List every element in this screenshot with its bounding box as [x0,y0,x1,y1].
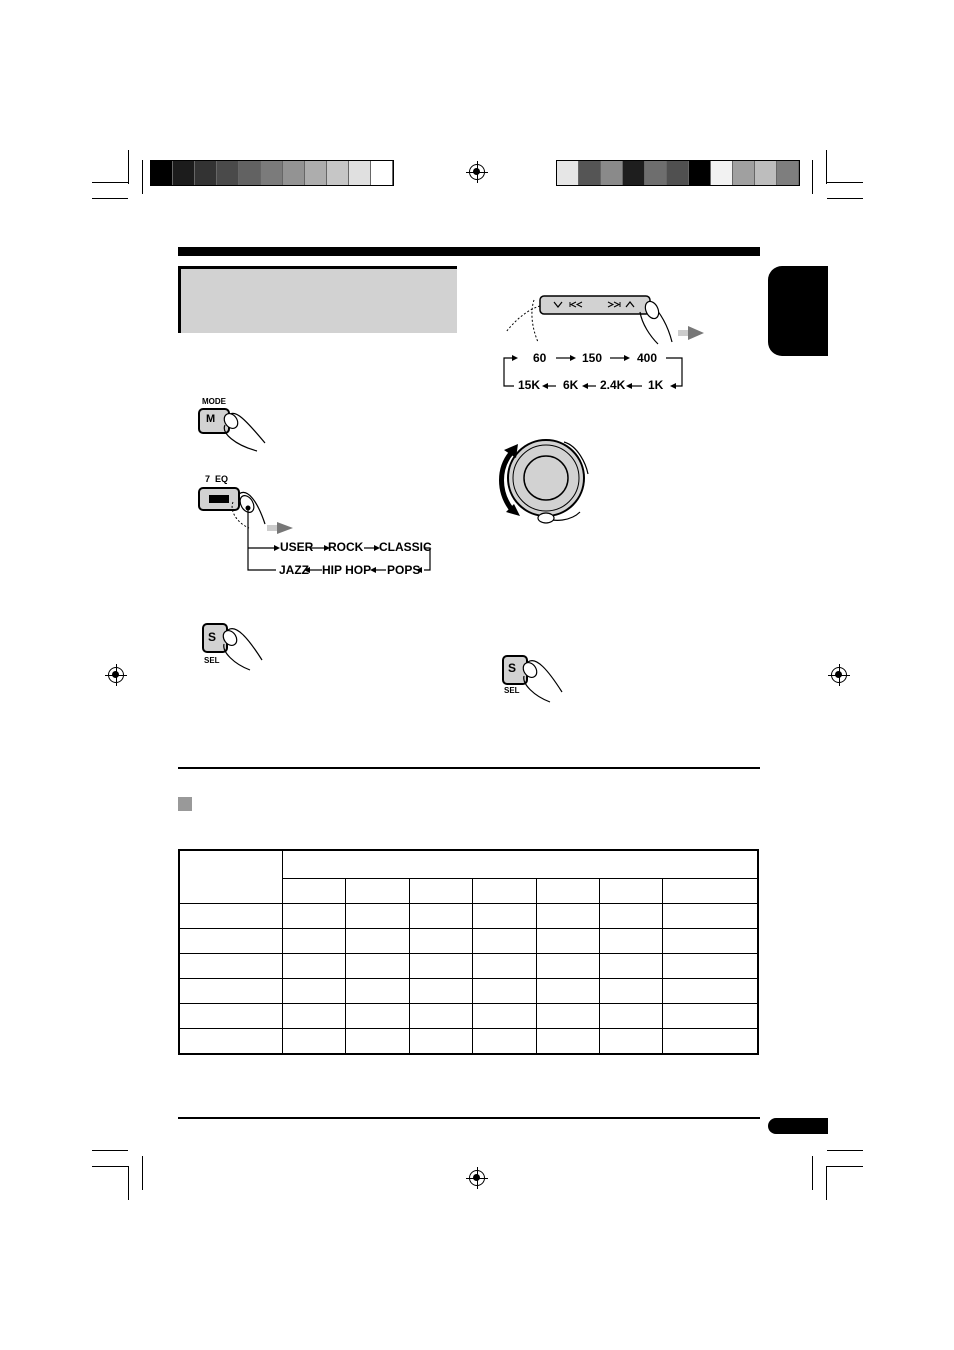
crop-mark [142,1156,143,1190]
crop-mark [92,1166,128,1167]
table-cell [473,1004,536,1029]
sel-button-press-illustration [198,620,268,675]
table-cell [409,929,472,954]
eq-mode-hiphop: HIP HOP [322,563,372,577]
table-cell [663,904,758,929]
freq-150: 150 [582,351,603,365]
table-cell [283,879,346,904]
table-cell [599,954,662,979]
table-cell [663,929,758,954]
table-cell [536,1004,599,1029]
table-cell [179,904,283,929]
table-cell [599,879,662,904]
sel-key-right: S [508,661,517,675]
freq-15k: 15K [518,378,541,392]
crop-mark [812,1156,813,1190]
table-cell [536,1029,599,1055]
freq-2-4k: 2.4K [600,378,626,392]
table-cell [346,904,409,929]
table-cell [409,954,472,979]
table-cell [473,879,536,904]
table-cell [283,1004,346,1029]
table-row [179,979,758,1004]
table-cell [346,879,409,904]
table-cell [536,929,599,954]
crop-mark [826,150,827,184]
table-cell [473,1029,536,1055]
table-cell [536,979,599,1004]
header-rule [178,247,760,256]
table-row [179,904,758,929]
crop-mark [92,198,128,199]
mode-caption: MODE [202,397,226,406]
table-cell [599,929,662,954]
crop-mark [128,1166,129,1200]
crop-mark [128,150,129,184]
registration-mark-icon [469,164,485,180]
control-dial-rotate-illustration [498,434,598,530]
crop-mark [142,160,143,194]
table-cell [179,929,283,954]
registration-mark-icon [469,1170,485,1186]
eq-mode-user: USER [280,540,314,554]
table-cell [409,904,472,929]
table-cell [599,1004,662,1029]
table-cell [473,929,536,954]
eq-caption: 7 EQ [205,474,229,484]
registration-mark-icon [831,667,847,683]
freq-60: 60 [533,351,547,365]
crop-mark [812,160,813,194]
eq-mode-classic: CLASSIC [379,540,432,554]
table-cell [179,1004,283,1029]
eq-preset-table [178,849,759,1055]
table-cell [283,904,346,929]
table-header-row [179,850,758,879]
table-cell [346,1004,409,1029]
registration-mark-icon [108,667,124,683]
sel-caption-left: SEL [204,656,220,665]
crop-mark [92,1150,128,1151]
color-bar-right [556,160,800,186]
table-header-cell [283,850,759,879]
table-cell [179,979,283,1004]
table-cell [179,1029,283,1055]
table-row [179,954,758,979]
crop-mark [827,198,863,199]
table-row [179,1029,758,1055]
table-cell [663,1004,758,1029]
sel-caption-right: SEL [504,686,520,695]
table-cell [473,954,536,979]
table-cell [663,879,758,904]
table-cell [409,1004,472,1029]
table-cell [473,979,536,1004]
table-row [179,1004,758,1029]
sel-key-left: S [208,630,217,644]
crop-mark [92,182,128,183]
table-cell [409,1029,472,1055]
table-cell [599,979,662,1004]
table-cell [663,979,758,1004]
table-cell [283,1029,346,1055]
subsection-square-icon [178,797,192,811]
table-cell [346,929,409,954]
freq-1k: 1K [648,378,664,392]
section-title-box [178,266,457,333]
crop-mark [827,1166,863,1167]
language-side-tab [768,266,828,356]
section-divider [178,767,760,769]
table-cell [409,879,472,904]
table-row [179,929,758,954]
table-cell [536,879,599,904]
crop-mark [827,1150,863,1151]
table-cell [346,979,409,1004]
table-cell [663,954,758,979]
seek-button-press-illustration [500,292,710,348]
table-cell [536,904,599,929]
color-bar-left [150,160,394,186]
table-cell [283,979,346,1004]
table-cell [283,929,346,954]
table-cell [599,904,662,929]
table-cell [473,904,536,929]
eq-mode-pops: POPS [387,563,421,577]
mode-key: M [206,413,216,425]
crop-mark [827,182,863,183]
table-cell [179,954,283,979]
table-cell [346,954,409,979]
crop-mark [826,1166,827,1200]
page-number-tab [768,1118,828,1134]
footer-rule [178,1117,760,1119]
table-cell [346,1029,409,1055]
table-cell [599,1029,662,1055]
table-cell [283,954,346,979]
table-cell [409,979,472,1004]
table-cell [663,1029,758,1055]
freq-400: 400 [637,351,658,365]
table-corner-cell [179,850,283,904]
eq-mode-jazz: JAZZ [279,563,309,577]
freq-6k: 6K [563,378,579,392]
table-cell [536,954,599,979]
eq-mode-rock: ROCK [328,540,364,554]
